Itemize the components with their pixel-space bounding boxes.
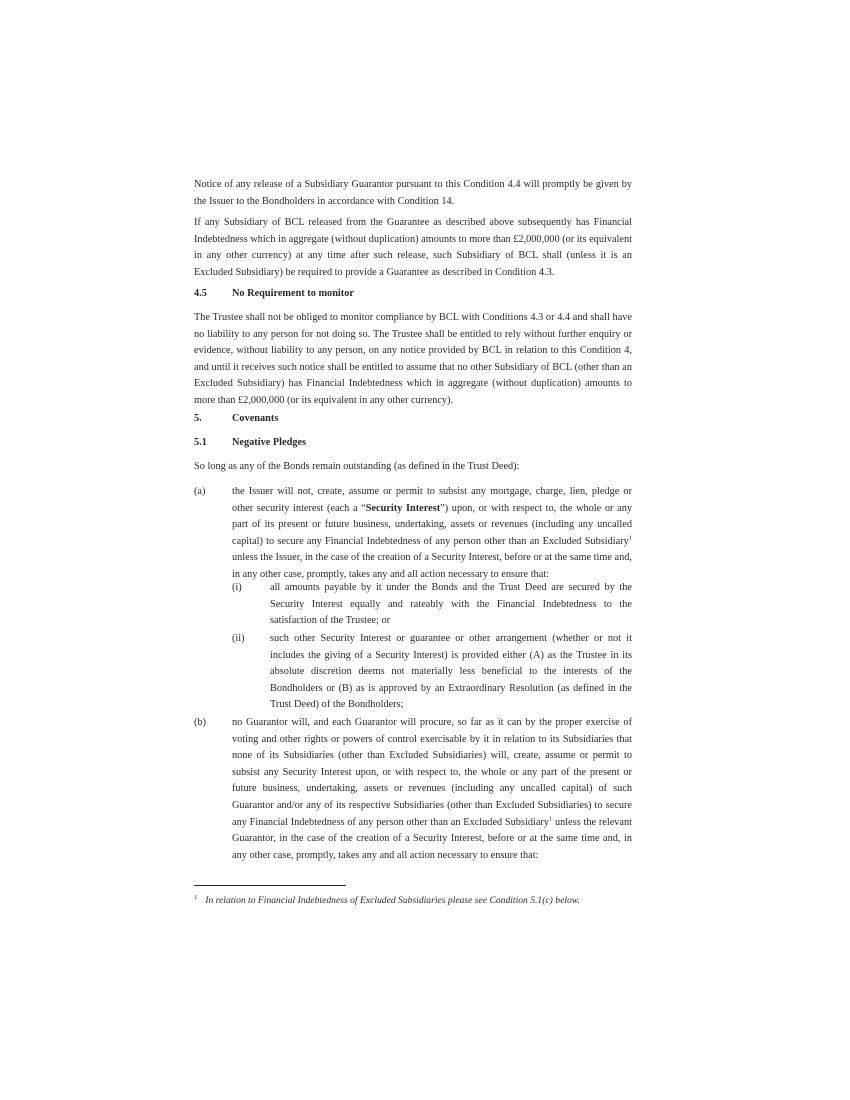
- condition-5-1-intro: So long as any of the Bonds remain outstanding (as defined in the Trust Deed):: [194, 461, 520, 472]
- defined-term: Security Interest: [365, 502, 441, 514]
- footnote-ref[interactable]: 1: [548, 815, 553, 823]
- item-label: (i): [232, 582, 242, 593]
- item-text: [232, 715, 632, 864]
- item-text: all amounts payable by it under the Bonds and the Trust Deed are secured by the Security Interest equally and rateably with the Financial Indebtedness to the satisfaction of the Trustee; or: [270, 582, 632, 627]
- list-item-ii: [232, 631, 634, 715]
- item-text: such other Security Interest or guarantee or other arrangement (whether or not it includes the giving of a Security Interest) is provided either (A) as the Trustee in its absolute discretion deems not materially less beneficial to the interests of the Bondholders or (B) as is approved by an Extraordinary Resolution (as defined in the Trust Deed) of the Bondholders;: [270, 633, 632, 711]
- condition-4-4-subsequent-paragraph: If any Subsidiary of BCL released from the Guarantee as described above subsequently has Financial Indebtedness which in aggregate (without duplication) amounts to more than £2,000,000 (or its equivalent in any other currency) at any time after such release, such Subsidiary of BCL shall (unless it is an Excluded Subsidiary) be required to provide a Guarantee as described in Condition 4.3.: [194, 217, 632, 278]
- item-text-part: ”) upon, or with respect to, the whole or any part of its present or future business, undertaking, assets or revenues (including any uncalled capital) to secure any Financial Indebtedness of any person other than an Excluded Subsidiary: [232, 502, 632, 547]
- list-item-a: [194, 484, 634, 580]
- footnote: [194, 891, 634, 908]
- item-text-part: the Issuer will not, create, assume or permit to subsist any mortgage, charge, lien, pledge or other security interest (each a “: [232, 486, 632, 514]
- item-label: (b): [194, 717, 207, 728]
- condition-4-5-paragraph: The Trustee shall not be obliged to monitor compliance by BCL with Conditions 4.3 or 4.4 and shall have no liability to any person for not doing so. The Trustee shall be entitled to rely without further enquiry or evidence, without liability to any person, on any notice provided by BCL in relation to this Condition 4, and until it receives such notice shall be entitled to assume that no other Subsidiary of BCL (other than an Excluded Subsidiary) has Financial Indebtedness which in aggregate (without duplication) amounts to more than £2,000,000 (or its equivalent in any other currency).: [194, 312, 632, 406]
- section-title: Negative Pledges: [232, 437, 307, 448]
- footnote-ref[interactable]: 1: [628, 534, 632, 542]
- footnote-text: In relation to Financial Indebtedness of Excluded Subsidiaries please see Condition 5.1(c) below.: [205, 895, 580, 907]
- footnote-divider: [194, 885, 346, 886]
- section-heading-5: [194, 411, 278, 427]
- section-heading-5-1: [194, 435, 306, 451]
- item-text-part: no Guarantor will, and each Guarantor will procure, so far as it can by the proper exercise of voting and other rights or powers of control exercisable by it in relation to its Subsidiaries that none of its Subsidiaries (other than Excluded Subsidiaries) will, create, assume or permit to subsist any Security Interest upon, or with respect to, the whole or any part of the present or future business, undertaking, assets or revenues (including any uncalled capital) of such Guarantor and/or any of its respective Subsidiaries (other than Excluded Subsidiaries) to secure any Financial Indebtedness of any person other than an Excluded Subsidiary: [232, 717, 632, 828]
- item-text-part: unless the relevant Guarantor, in the case of the creation of a Security Interest, before or at the same time and, in any other case, promptly, takes any and all action necessary to ensure that:: [232, 816, 632, 861]
- condition-4-4-notice-paragraph: Notice of any release of a Subsidiary Guarantor pursuant to this Condition 4.4 will promptly be given by the Issuer to the Bondholders in accordance with Condition 14.: [194, 179, 632, 207]
- section-heading-4-5: [194, 286, 354, 302]
- section-title: No Requirement to monitor: [232, 288, 354, 299]
- list-item-i: [232, 580, 634, 630]
- item-text-part: unless the Issuer, in the case of the creation of a Security Interest, before or at the same time and, in any other case, promptly, takes any and all action necessary to ensure that:: [232, 552, 632, 580]
- section-number: 5.1: [194, 437, 207, 448]
- section-number: 4.5: [194, 288, 207, 299]
- list-item-b: [194, 715, 634, 861]
- section-number: 5.: [194, 413, 202, 424]
- item-text: [232, 484, 632, 584]
- footnote-mark: 1: [194, 894, 198, 901]
- section-title: Covenants: [232, 413, 279, 424]
- item-label: (a): [194, 486, 206, 497]
- item-label: (ii): [232, 633, 245, 644]
